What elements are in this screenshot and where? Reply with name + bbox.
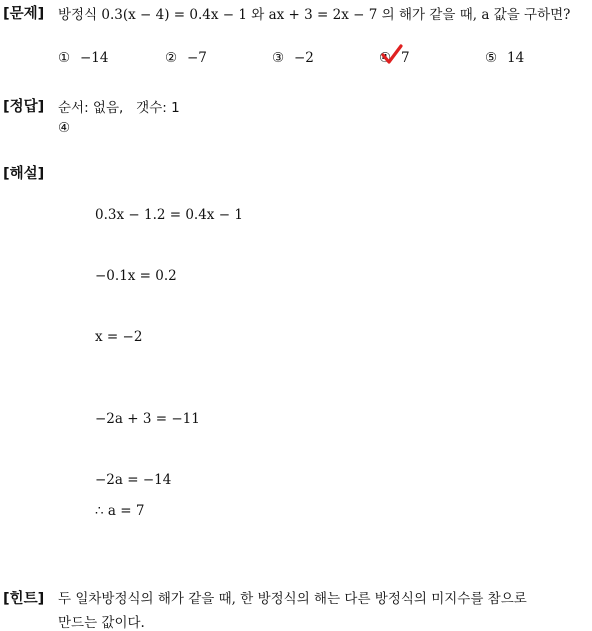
hint-line-2: 만드는 값이다. [58, 615, 145, 631]
choice-text: −2 [294, 50, 314, 66]
problem-label: [문제] [3, 6, 45, 22]
choice-number: ③ [272, 50, 285, 66]
solution-step: 0.3x − 1.2 = 0.4x − 1 [95, 207, 243, 223]
choice-3[interactable] [272, 50, 314, 66]
solution-step: −2a + 3 = −11 [95, 411, 200, 427]
problem-question: 방정식 0.3(x − 4) = 0.4x − 1 와 ax + 3 = 2x − 7 의 해가 같을 때, a 값을 구하면? [58, 7, 571, 23]
checkmark-icon [381, 43, 403, 65]
choice-text: −14 [80, 50, 109, 66]
hint-line-1: 두 일차방정식의 해가 같을 때, 한 방정식의 해는 다른 방정식의 미지수를 참으로 [58, 591, 527, 607]
choice-5[interactable] [485, 50, 524, 66]
choice-text: 7 [401, 50, 410, 66]
solution-label: [해설] [3, 166, 45, 182]
choice-text: 14 [507, 50, 525, 66]
answer-value: ④ [58, 120, 71, 136]
hint-label: [힌트] [3, 591, 45, 607]
choice-number: ① [58, 50, 71, 66]
choice-2[interactable] [165, 50, 207, 66]
choice-number: ② [165, 50, 178, 66]
answer-meta: 순서: 없음, 갯수: 1 [58, 100, 180, 116]
choice-text: −7 [187, 50, 207, 66]
answer-label: [정답] [3, 99, 45, 115]
solution-step: x = −2 [95, 329, 143, 345]
choice-number: ④ [379, 50, 392, 66]
solution-step: ∴ a = 7 [95, 503, 145, 519]
solution-step: −0.1x = 0.2 [95, 268, 177, 284]
solution-step: −2a = −14 [95, 472, 172, 488]
choice-1[interactable] [58, 50, 109, 66]
choice-number: ⑤ [485, 50, 498, 66]
